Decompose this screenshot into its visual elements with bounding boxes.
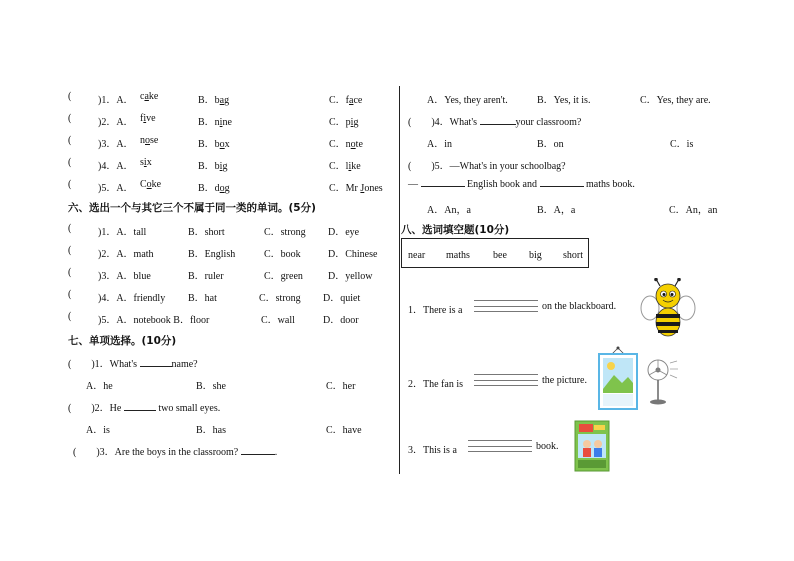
option-d: D．Chinese: [328, 249, 378, 260]
option-c: C．face: [329, 95, 363, 106]
row-paren[interactable]: (: [68, 91, 72, 102]
option-c: C．like: [329, 161, 361, 172]
word-near: near: [408, 250, 426, 261]
option-a: five: [140, 113, 156, 124]
option-c: C．An，an: [669, 205, 718, 216]
answer-blank[interactable]: [474, 297, 538, 311]
option-b: B．short: [188, 227, 225, 238]
option-d: D．eye: [328, 227, 360, 238]
option-b: B．hat: [188, 293, 217, 304]
sentence-2-start: 2．The fan is: [408, 379, 463, 390]
option-c: C．strong: [259, 293, 301, 304]
answer-blank[interactable]: [468, 437, 532, 451]
row-num: )5．A．notebook B．floor: [98, 315, 210, 326]
row-paren[interactable]: (: [68, 179, 72, 190]
option-c: C．note: [329, 139, 363, 150]
option-d: D．door: [323, 315, 359, 326]
option-b: B．she: [196, 381, 226, 392]
option-a: A．is: [86, 425, 110, 436]
section-title: 七、单项选择。(10分): [68, 335, 177, 347]
option-d: D．yellow: [328, 271, 373, 282]
answer-blank[interactable]: [421, 186, 465, 187]
option-c: C．wall: [261, 315, 295, 326]
book-icon: [574, 420, 610, 472]
question-text: ( )4．What's: [408, 117, 478, 128]
row-paren[interactable]: (: [68, 311, 72, 322]
answer-blank[interactable]: [480, 124, 516, 125]
option-a: Coke: [140, 179, 162, 190]
option-b: B．big: [198, 161, 228, 172]
sentence-3-end: book.: [536, 441, 559, 452]
question-5: ( )5．—What's in your schoolbag?: [408, 161, 566, 172]
option-c: C．book: [264, 249, 301, 260]
option-c: C．strong: [264, 227, 306, 238]
option-a: A．in: [427, 139, 452, 150]
answer-blank[interactable]: [140, 366, 172, 367]
column-divider: [399, 86, 400, 474]
option-b: B．nine: [198, 117, 232, 128]
sentence-3-start: 3．This is a: [408, 445, 457, 456]
option-c: C．green: [264, 271, 303, 282]
sentence-2-end: the picture.: [542, 375, 587, 386]
question-1: [68, 355, 198, 370]
row-paren[interactable]: (: [68, 289, 72, 300]
option-a: A．Yes, they aren't.: [427, 95, 508, 106]
option-c: C．her: [326, 381, 356, 392]
option-b: B．has: [196, 425, 226, 436]
row-paren[interactable]: (: [68, 157, 72, 168]
row-num: )4．A．friendly: [98, 293, 166, 304]
row-num: )1．A．: [98, 95, 134, 106]
question-text: ( )1．What's: [68, 359, 138, 370]
question-3: ( )3．Are the boys in the classroom? .: [73, 447, 278, 458]
row-num: )3．A．: [98, 139, 134, 150]
bee-icon: [640, 278, 696, 338]
row-num: )4．A．: [98, 161, 134, 172]
row-paren[interactable]: (: [68, 267, 72, 278]
picture-and-fan-icon: [598, 345, 680, 411]
sentence-1-end: on the blackboard.: [542, 301, 617, 312]
question-text-tail: name?: [171, 359, 198, 370]
word-maths: maths: [446, 250, 470, 261]
sentence-1-start: 1．There is a: [408, 305, 463, 316]
question-text-tail: your classroom?: [515, 117, 582, 128]
section-title: 六、选出一个与其它三个不属于同一类的单词。(5分): [68, 202, 316, 214]
question-text: ( )2．He: [68, 403, 122, 414]
answer-blank[interactable]: [241, 454, 275, 455]
question-text-tail: two small eyes.: [158, 403, 221, 414]
question-4: [408, 113, 581, 128]
row-num: )2．A．: [98, 117, 134, 128]
answer-blank[interactable]: [474, 371, 538, 385]
answer-blank[interactable]: [124, 410, 156, 411]
option-b: B．English: [188, 249, 236, 260]
row-paren[interactable]: (: [68, 245, 72, 256]
option-a: six: [140, 157, 152, 168]
row-num: )5．A．: [98, 183, 134, 194]
row-num: )1．A．tall: [98, 227, 147, 238]
row-paren[interactable]: (: [68, 113, 72, 124]
option-c: C．is: [670, 139, 694, 150]
question-2: [68, 399, 220, 414]
option-c: C．Mr Jones: [329, 183, 383, 194]
option-b: B．ruler: [188, 271, 224, 282]
option-a: nose: [140, 135, 159, 146]
option-b: B．dog: [198, 183, 230, 194]
row-num: )3．A．blue: [98, 271, 151, 282]
word-big: big: [529, 250, 542, 261]
section-title: 八、选词填空题(10分): [401, 224, 510, 236]
word-bee: bee: [493, 250, 507, 261]
option-a: cake: [140, 91, 159, 102]
answer-blank[interactable]: [540, 186, 584, 187]
option-c: C．pig: [329, 117, 359, 128]
row-num: )2．A．math: [98, 249, 154, 260]
option-c: C．have: [326, 425, 362, 436]
option-b: B．A，a: [537, 205, 576, 216]
word-short: short: [563, 250, 583, 261]
option-b: B．on: [537, 139, 564, 150]
option-c: C．Yes, they are.: [640, 95, 711, 106]
question-5-line: — English book and maths book.: [408, 179, 635, 190]
row-paren[interactable]: (: [68, 135, 72, 146]
option-b: B．Yes, it is.: [537, 95, 591, 106]
question-text: ( )3．Are the boys in the classroom?: [73, 447, 239, 458]
option-a: A．An，a: [427, 205, 471, 216]
option-d: D．quiet: [323, 293, 361, 304]
option-a: A．he: [86, 381, 113, 392]
row-paren[interactable]: (: [68, 223, 72, 234]
option-b: B．box: [198, 139, 230, 150]
option-b: B．bag: [198, 95, 230, 106]
